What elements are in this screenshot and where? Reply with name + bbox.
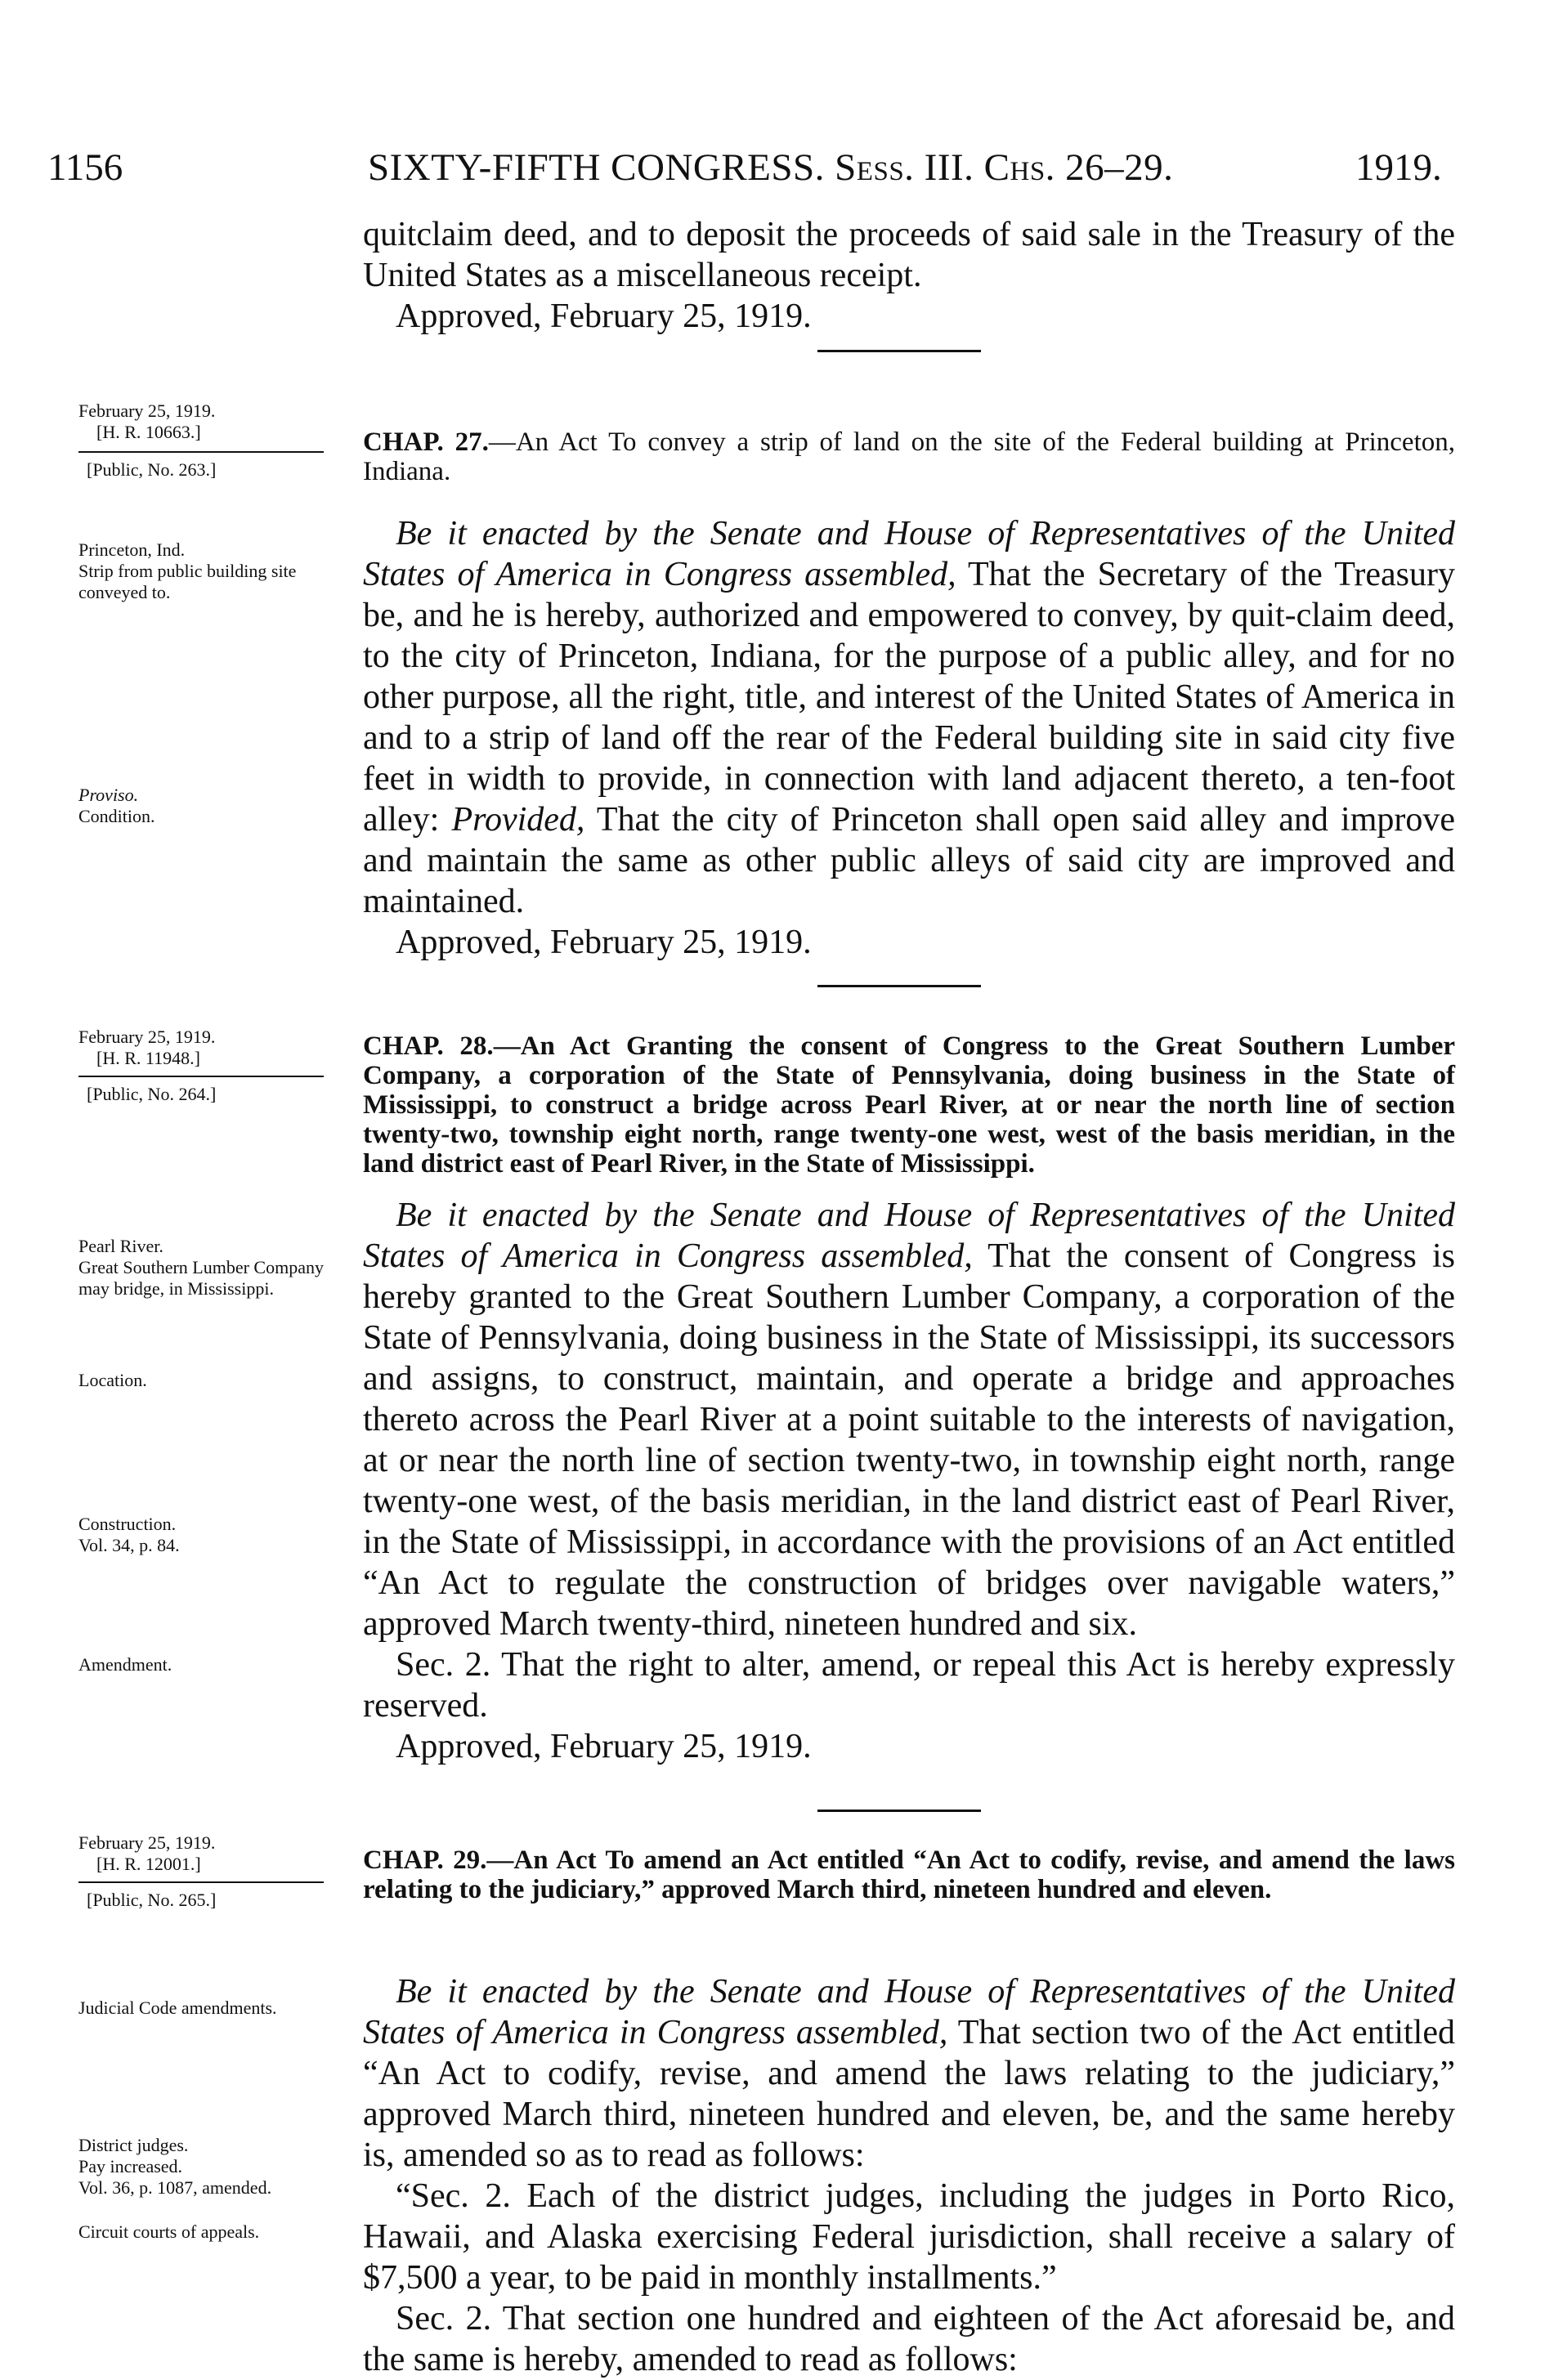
chapter-28-section-2: Sec. 2. That the right to alter, amend, or repeal this Act is hereby expressly reserved. bbox=[363, 1646, 1455, 1725]
chapters-label: Chs. 26–29. bbox=[983, 146, 1174, 189]
continuation-block bbox=[363, 214, 1455, 337]
margin-rule bbox=[78, 1881, 324, 1883]
chapter-29-section-2: Sec. 2. That section one hundred and eighteen of the Act aforesaid be, and the same is hereby, amended to read as follows: bbox=[363, 2300, 1455, 2378]
margin-public-number: [Public, No. 264.] bbox=[87, 1084, 217, 1104]
header-year: 1919. bbox=[1355, 146, 1442, 189]
margin-note-subject: Great Southern Lumber Company may bridge, in Mississippi. bbox=[78, 1257, 324, 1299]
margin-note-amendment: Amendment. bbox=[78, 1654, 172, 1675]
enacting-clause: Be it enacted by the Senate and House of Representatives of the United States of America in Congress assembled, bbox=[363, 1197, 1455, 1275]
margin-date: February 25, 1919. bbox=[78, 1832, 216, 1853]
margin-note-place: Pearl River. bbox=[78, 1236, 163, 1256]
running-head bbox=[0, 145, 1545, 195]
chapter-27-text bbox=[363, 513, 1455, 963]
margin-note-volume: Vol. 34, p. 84. bbox=[78, 1535, 180, 1555]
congress-name: SIXTY-FIFTH CONGRESS. bbox=[368, 146, 825, 189]
margin-rule bbox=[78, 1076, 324, 1077]
margin-bill-number: [H. R. 10663.] bbox=[96, 422, 201, 442]
provided-word: Provided, bbox=[451, 801, 585, 839]
margin-note-construction: Construction. bbox=[78, 1514, 177, 1534]
chapter-28-title: —An Act Granting the consent of Congress to the Great Southern Lumber Company, a corporation of the State of Pennsylvania, doing business in the State of Mississippi, to construct a bridge across Pearl River, at or near the north line of section twenty-two, township eight north, range twenty-one west, west of the basis meridian, in the land district east of Pearl River, in the State of Mississippi. bbox=[363, 1031, 1455, 1179]
margin-bill-number: [H. R. 12001.] bbox=[96, 1854, 201, 1874]
margin-note-condition: Condition. bbox=[78, 806, 155, 826]
margin-bill-number: [H. R. 11948.] bbox=[96, 1048, 200, 1068]
section-rule bbox=[817, 350, 981, 352]
margin-date: February 25, 1919. bbox=[78, 400, 216, 421]
chapter-28-paragraph bbox=[363, 1195, 1455, 1644]
chapter-27-text-a: That the Secretary of the Treasury be, and he is hereby, authorized and empowered to convey, by quit-claim deed, to the city of Princeton, Indiana, for the purpose of a public alley, and for no other purpose, all the right, title, and interest of the United States of America in and to a strip of land off the rear of the Federal building site in said city five feet in width to provide, in connection with land adjacent thereto, a ten-foot alley: bbox=[363, 556, 1455, 839]
chapter-27-paragraph bbox=[363, 513, 1455, 922]
chapter-29-label: CHAP. 29. bbox=[363, 1845, 487, 1875]
margin-note-volume: Vol. 36, p. 1087, amended. bbox=[78, 2177, 272, 2198]
chapter-29-paragraph bbox=[363, 1971, 1455, 2176]
session-label: Sess. III. bbox=[835, 146, 974, 189]
chapter-27-text-b: That the city of Princeton shall open said alley and improve and maintain the same as other public alleys of said city are improved and maintained. bbox=[363, 801, 1456, 920]
margin-note-circuit: Circuit courts of appeals. bbox=[78, 2221, 260, 2242]
margin-date: February 25, 1919. bbox=[78, 1027, 216, 1047]
approved-line: Approved, February 25, 1919. bbox=[396, 1728, 812, 1765]
running-title bbox=[368, 145, 1173, 190]
chapter-29-quote: “Sec. 2. Each of the district judges, including the judges in Porto Rico, Hawaii, and Alaska exercising Federal jurisdiction, shall receive a salary of $7,500 a year, to be paid in monthly installments.” bbox=[363, 2177, 1455, 2297]
chapter-29-text bbox=[363, 1971, 1455, 2380]
margin-note-district: District judges. bbox=[78, 2135, 189, 2155]
enacting-clause: Be it enacted by the Senate and House of Representatives of the United States of America in Congress assembled, bbox=[363, 1973, 1455, 2051]
chapter-29-title: —An Act To amend an Act entitled “An Act to codify, revise, and amend the laws relating to the judiciary,” approved March third, nineteen hundred and eleven. bbox=[363, 1845, 1455, 1904]
approved-line: Approved, February 25, 1919. bbox=[396, 298, 812, 335]
margin-note-pay: Pay increased. bbox=[78, 2156, 183, 2176]
margin-rule bbox=[78, 451, 324, 453]
chapter-27-label: CHAP. 27. bbox=[363, 427, 489, 457]
chapter-28-heading bbox=[363, 1031, 1455, 1179]
margin-note-place: Princeton, Ind. bbox=[78, 539, 186, 560]
chapter-27-heading bbox=[363, 427, 1455, 486]
chapter-28-text bbox=[363, 1195, 1455, 1767]
chapter-29-heading bbox=[363, 1845, 1455, 1904]
section-rule bbox=[817, 985, 981, 987]
approved-line: Approved, February 25, 1919. bbox=[396, 924, 812, 961]
margin-public-number: [Public, No. 265.] bbox=[87, 1890, 217, 1910]
enacting-clause: Be it enacted by the Senate and House of Representatives of the United States of America in Congress assembled, bbox=[363, 515, 1455, 593]
chapter-28-text-body: That the consent of Congress is hereby granted to the Great Southern Lumber Company, a corporation of the State of Pennsylvania, doing business in the State of Mississippi, its successors and assigns, to construct, maintain, and operate a bridge and approaches thereto across the Pearl River at a point suitable to the interests of navigation, at or near the north line of section twenty-two, in township eight north, range twenty-one west, of the basis meridian, in the land district east of Pearl River, in the State of Mississippi, in accordance with the provisions of an Act entitled “An Act to regulate the construction of bridges over navigable waters,” approved March twenty-third, nineteen hundred and six. bbox=[363, 1237, 1456, 1643]
margin-public-number: [Public, No. 263.] bbox=[87, 459, 217, 480]
chapter-27-title: —An Act To convey a strip of land on the site of the Federal building at Princeton, Indiana. bbox=[363, 427, 1455, 486]
continuation-text: quitclaim deed, and to deposit the proceeds of said sale in the Treasury of the United States as a miscellaneous receipt. bbox=[363, 216, 1455, 294]
chapter-28-label: CHAP. 28. bbox=[363, 1031, 494, 1061]
margin-note-proviso: Proviso. bbox=[78, 785, 139, 805]
chapter-29-text-body: That section two of the Act entitled “An Act to codify, revise, and amend the laws relating to the judiciary,” approved March third, nineteen hundred and eleven, be, and the same hereby is, amended so as to read as follows: bbox=[363, 2014, 1455, 2174]
margin-note-subject: Strip from public building site conveyed to. bbox=[78, 561, 297, 602]
margin-note-judicial: Judicial Code amendments. bbox=[78, 1998, 277, 2018]
margin-note-location: Location. bbox=[78, 1370, 147, 1390]
page-number: 1156 bbox=[47, 146, 123, 189]
section-rule bbox=[817, 1810, 981, 1812]
